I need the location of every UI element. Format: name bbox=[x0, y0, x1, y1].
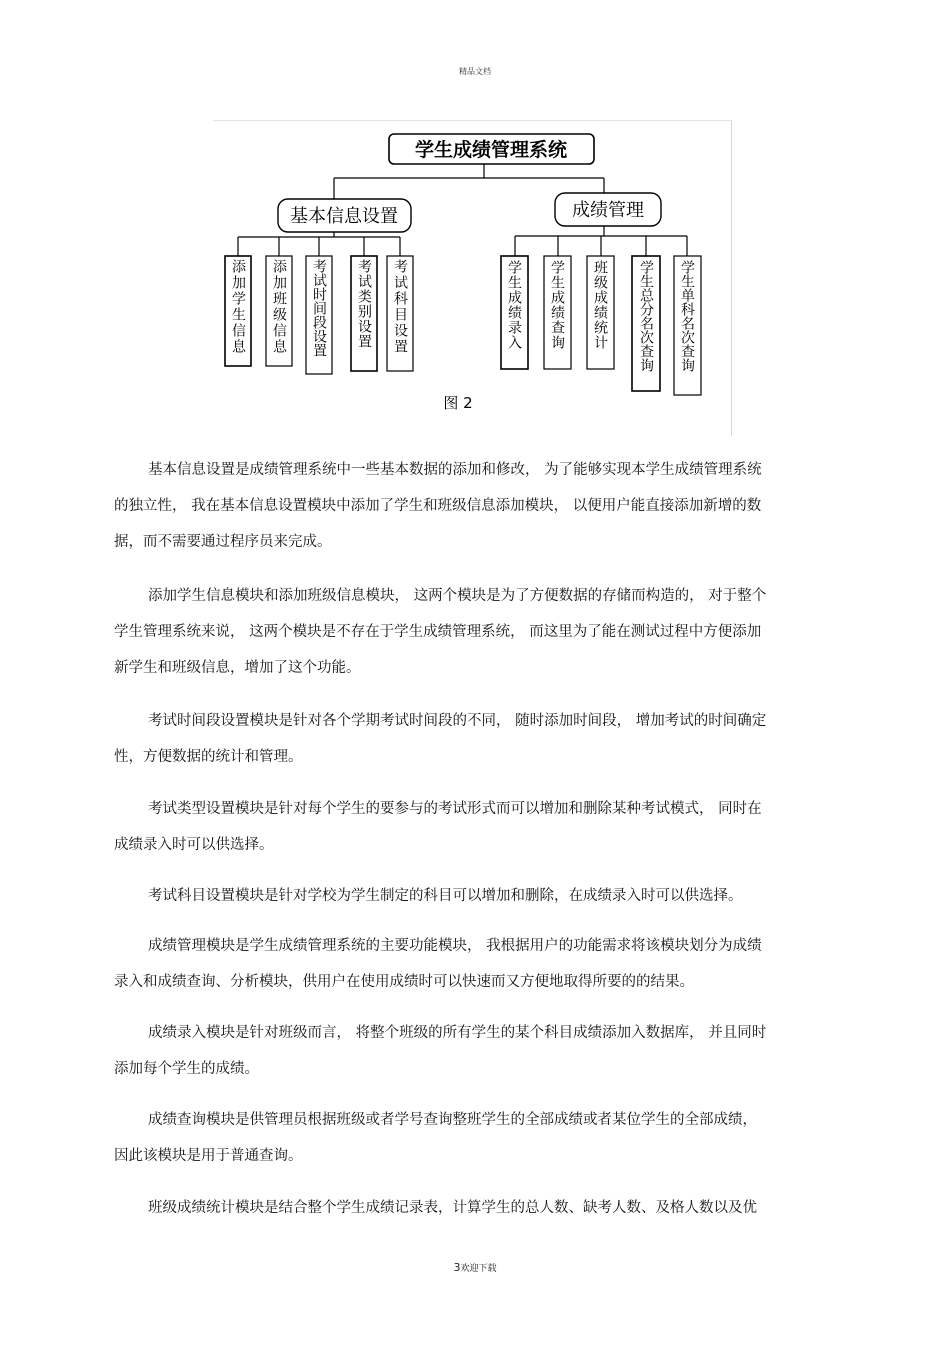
leaf-node-label: 学生成绩查询 bbox=[549, 260, 565, 350]
branch-node-basic-info-label: 基本信息设置 bbox=[290, 206, 398, 227]
paragraph bbox=[114, 791, 844, 863]
paragraph-line: 性，方便数据的统计和管理。 bbox=[114, 749, 303, 765]
paragraph bbox=[114, 1015, 844, 1087]
paragraph-line: 添加学生信息模块和添加班级信息模块， 这两个模块是为了方便数据的存储而构造的， 对于整个 bbox=[148, 588, 767, 604]
branch-node-score-mgmt-label: 成绩管理 bbox=[572, 200, 644, 221]
paragraph-line: 班级成绩统计模块是结合整个学生成绩记录表，计算学生的总人数、缺考人数、及格人数以及优 bbox=[148, 1200, 757, 1216]
leaf-node-label: 学生成绩录入 bbox=[506, 260, 522, 350]
paragraph-line: 新学生和班级信息，增加了这个功能。 bbox=[114, 660, 361, 676]
paragraph-line: 因此该模块是用于普通查询。 bbox=[114, 1148, 303, 1164]
paragraph bbox=[114, 452, 844, 560]
paragraph-line: 基本信息设置是成绩管理系统中一些基本数据的添加和修改， 为了能够实现本学生成绩管理系统 bbox=[148, 462, 762, 478]
figure-caption: 图 2 bbox=[443, 394, 473, 412]
leaf-node-label: 考试类别设置 bbox=[356, 259, 372, 349]
leaf-node-label: 学生总分名次查询 bbox=[638, 260, 654, 372]
paragraph-line: 成绩查询模块是供管理员根据班级或者学号查询整班学生的全部成绩或者某位学生的全部成绩， bbox=[148, 1112, 757, 1128]
paragraph-line: 录入和成绩查询、分析模块，供用户在使用成绩时可以快速而又方便地取得所要的的结果。 bbox=[114, 974, 694, 990]
paragraph bbox=[114, 578, 844, 686]
paragraph bbox=[114, 878, 844, 914]
paragraph-line: 成绩管理模块是学生成绩管理系统的主要功能模块， 我根据用户的功能需求将该模块划分为成绩 bbox=[148, 938, 762, 954]
leaf-node-label: 考试科目设置 bbox=[392, 259, 408, 355]
root-node-label: 学生成绩管理系统 bbox=[414, 139, 568, 161]
leaf-node-label: 添加学生信息 bbox=[230, 259, 246, 355]
paragraph-line: 添加每个学生的成绩。 bbox=[114, 1061, 259, 1077]
page-header: 精品文档 bbox=[459, 67, 491, 76]
paragraph bbox=[114, 1190, 844, 1226]
paragraph-line: 据，而不需要通过程序员来完成。 bbox=[114, 534, 332, 550]
leaf-node-label: 班级成绩统计 bbox=[592, 260, 608, 350]
footer-text: 欢迎下载 bbox=[460, 1264, 497, 1274]
figure-module-diagram bbox=[213, 120, 732, 436]
paragraph-line: 的独立性， 我在基本信息设置模块中添加了学生和班级信息添加模块， 以便用户能直接添加新增的数 bbox=[114, 498, 762, 514]
paragraph-line: 成绩录入时可以供选择。 bbox=[114, 837, 274, 853]
paragraph-line: 考试类型设置模块是针对每个学生的要参与的考试形式而可以增加和删除某种考试模式， 同时在 bbox=[148, 801, 762, 817]
leaf-node-label: 学生单科名次查询 bbox=[679, 260, 695, 372]
paragraph bbox=[114, 703, 844, 775]
paragraph bbox=[114, 928, 844, 1000]
paragraph-line: 考试科目设置模块是针对学校为学生制定的科目可以增加和删除，在成绩录入时可以供选择。 bbox=[148, 888, 743, 904]
paragraph-line: 考试时间段设置模块是针对各个学期考试时间段的不同， 随时添加时间段， 增加考试的时间确定 bbox=[148, 713, 767, 729]
leaf-node-label: 考试时间段设置 bbox=[311, 259, 327, 357]
paragraph-line: 学生管理系统来说， 这两个模块是不存在于学生成绩管理系统， 而这里为了能在测试过程中方便添加 bbox=[114, 624, 762, 640]
module-tree-diagram bbox=[213, 121, 731, 436]
paragraph bbox=[114, 1102, 844, 1174]
page-footer bbox=[0, 1261, 950, 1274]
page-number: 3 bbox=[453, 1261, 461, 1274]
leaf-node-label: 添加班级信息 bbox=[271, 259, 287, 355]
paragraph-line: 成绩录入模块是针对班级而言， 将整个班级的所有学生的某个科目成绩添加入数据库， 并且同时 bbox=[148, 1025, 767, 1041]
